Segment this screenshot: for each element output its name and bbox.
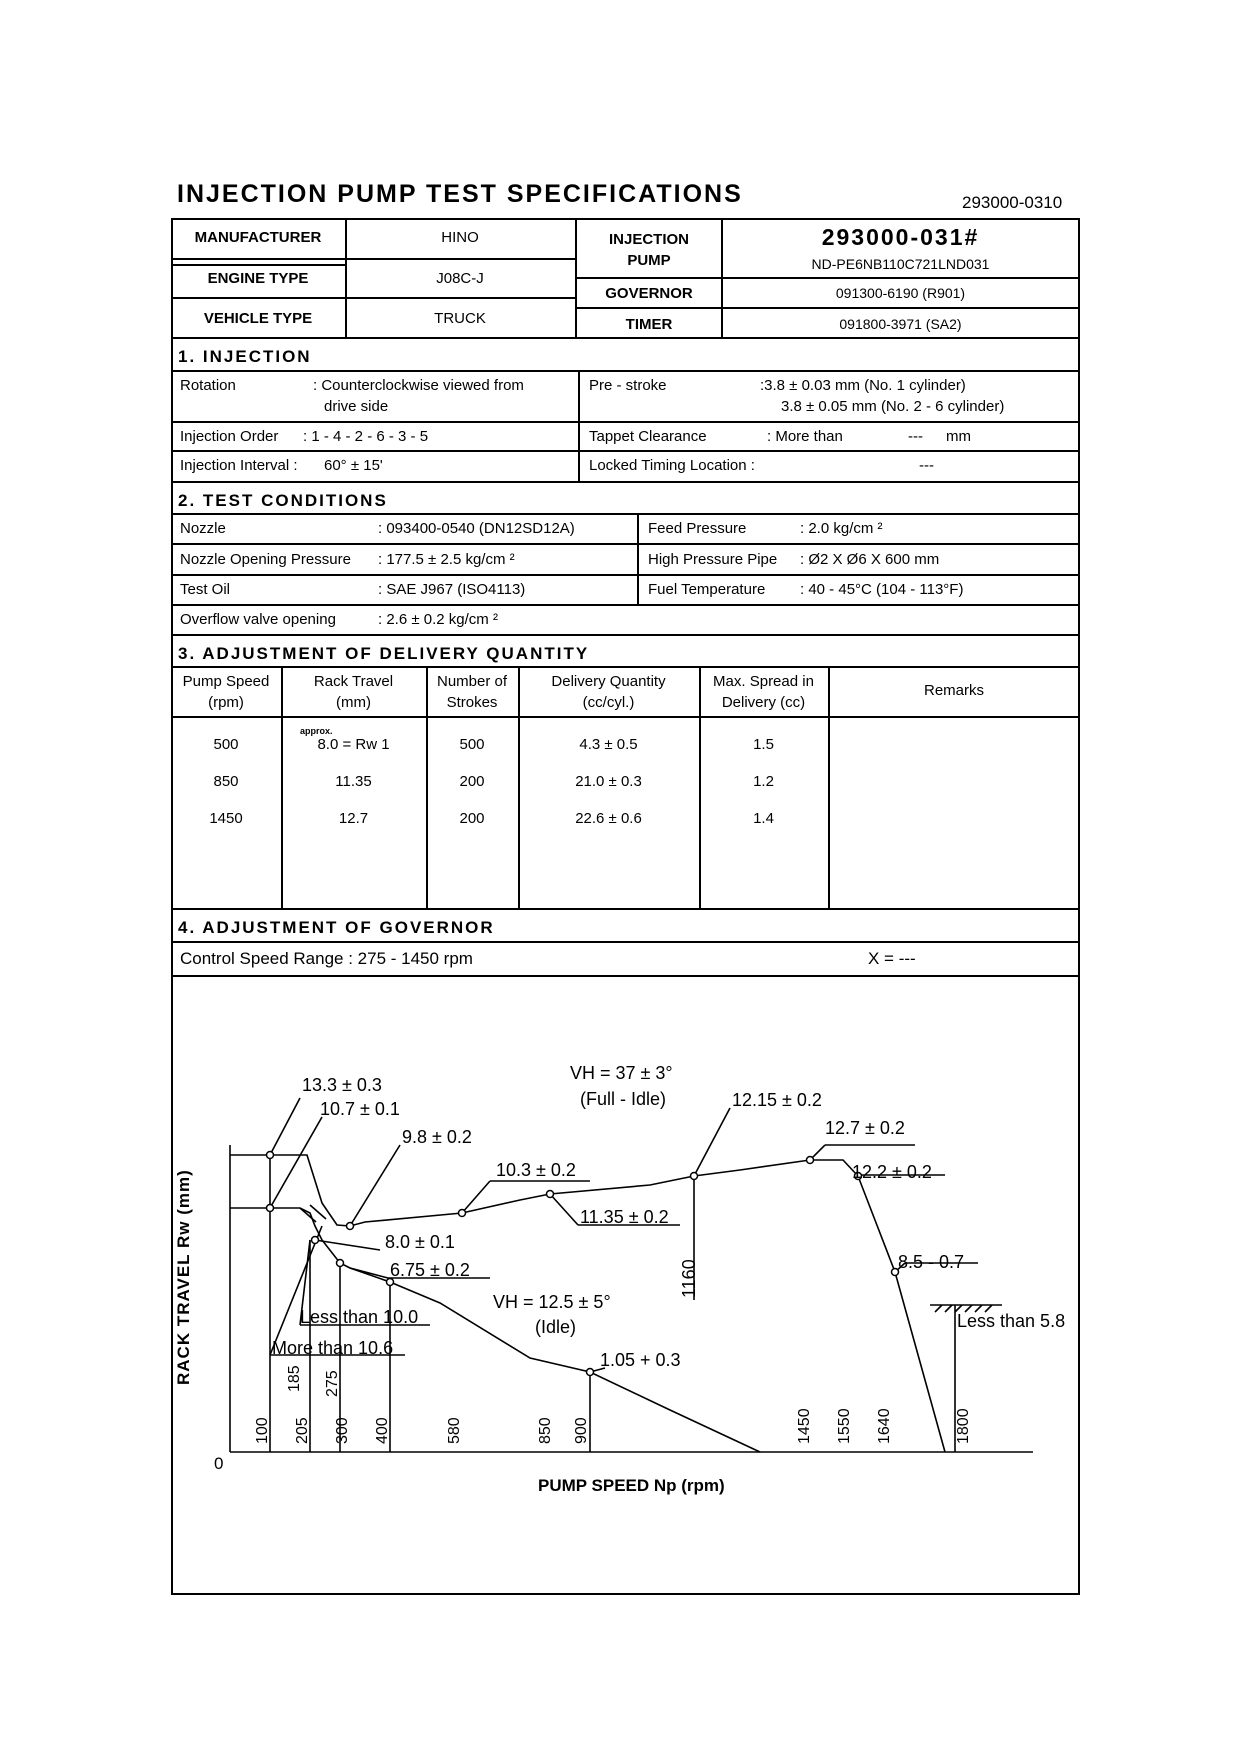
tick-label: 580 xyxy=(446,1417,463,1444)
rotation-value: : Counterclockwise viewed from xyxy=(313,377,524,394)
approx-note: approx. xyxy=(300,726,333,736)
engine-type-label: ENGINE TYPE xyxy=(207,270,309,287)
nozzle-label: Nozzle xyxy=(180,520,226,537)
annotation: VH = 12.5 ± 5° xyxy=(493,1292,611,1312)
table-cell: 4.3 ± 0.5 xyxy=(579,736,638,753)
governor-value: 091300-6190 (R901) xyxy=(835,285,966,301)
tick-label: 1450 xyxy=(796,1408,813,1444)
graph-y-label: RACK TRAVEL Rw (mm) xyxy=(174,1169,193,1385)
fuel-temperature-value: : 40 - 45°C (104 - 113°F) xyxy=(800,581,964,598)
col-delivery-unit: (cc/cyl.) xyxy=(582,694,635,711)
tick-label: 205 xyxy=(294,1417,311,1444)
annotation: 1160 xyxy=(679,1259,699,1298)
overflow-valve-label: Overflow valve opening xyxy=(180,611,336,628)
injection-order-label: Injection Order xyxy=(180,428,279,445)
col-pump-speed-unit: (rpm) xyxy=(208,694,244,711)
high-pressure-pipe-label: High Pressure Pipe xyxy=(648,551,778,568)
tappet-clearance-label: Tappet Clearance xyxy=(589,428,707,445)
annotation: 10.3 ± 0.2 xyxy=(496,1160,576,1180)
annotation: 13.3 ± 0.3 xyxy=(302,1075,382,1095)
tick-label: 900 xyxy=(573,1417,590,1444)
col-strokes-header: Number of xyxy=(436,673,508,690)
col-spread-unit: Delivery (cc) xyxy=(721,694,806,711)
test-oil-value: : SAE J967 (ISO4113) xyxy=(378,581,526,598)
engine-type-value: J08C-J xyxy=(436,270,484,287)
injection-interval-label: Injection Interval : xyxy=(180,457,298,474)
col-rack-travel-header: Rack Travel xyxy=(313,673,394,690)
tappet-clearance-number: --- xyxy=(908,428,923,445)
table-cell: 8.0 = Rw 1 xyxy=(317,736,390,753)
manufacturer-value: HINO xyxy=(441,229,479,246)
overflow-valve-value: : 2.6 ± 0.2 kg/cm ² xyxy=(378,611,498,628)
section-delivery-heading: 3. ADJUSTMENT OF DELIVERY QUANTITY xyxy=(178,644,590,663)
table-cell: 11.35 xyxy=(335,773,372,790)
prestroke-label: Pre - stroke xyxy=(589,377,667,394)
col-strokes-unit: Strokes xyxy=(446,694,498,711)
feed-pressure-value: : 2.0 kg/cm ² xyxy=(800,520,883,537)
annotation: (Full - Idle) xyxy=(580,1089,667,1109)
tick-label: 400 xyxy=(374,1417,391,1444)
timer-value: 091800-3971 (SA2) xyxy=(839,316,962,332)
rotation-label: Rotation xyxy=(180,377,236,394)
table-cell: 1.2 xyxy=(753,773,774,790)
section-test-conditions-heading: 2. TEST CONDITIONS xyxy=(178,491,388,510)
nozzle-opening-pressure-value: : 177.5 ± 2.5 kg/cm ² xyxy=(378,551,515,568)
tick-label: 275 xyxy=(324,1370,341,1397)
annotation: 12.7 ± 0.2 xyxy=(825,1118,905,1138)
vehicle-type-value: TRUCK xyxy=(434,310,486,327)
annotation: 12.2 ± 0.2 xyxy=(852,1162,932,1182)
table-cell: 1450 xyxy=(209,810,243,827)
graph-origin: 0 xyxy=(214,1454,224,1473)
section-governor-heading: 4. ADJUSTMENT OF GOVERNOR xyxy=(178,918,495,937)
col-delivery-header: Delivery Quantity xyxy=(551,673,666,690)
table-cell: 500 xyxy=(213,736,239,753)
document-number: 293000-0310 xyxy=(962,193,1063,212)
table-cell: 1.4 xyxy=(753,810,774,827)
table-cell: 12.7 xyxy=(338,810,369,827)
annotation: (Idle) xyxy=(535,1317,577,1337)
nozzle-opening-pressure-label: Nozzle Opening Pressure xyxy=(180,551,351,568)
locked-timing-value: --- xyxy=(919,457,934,474)
annotation: VH = 37 ± 3° xyxy=(570,1063,673,1083)
timer-label: TIMER xyxy=(625,316,673,333)
tick-label: 1550 xyxy=(836,1408,853,1444)
feed-pressure-label: Feed Pressure xyxy=(648,520,747,537)
annotation: 12.15 ± 0.2 xyxy=(732,1090,822,1110)
table-cell: 850 xyxy=(213,773,239,790)
locked-timing-label: Locked Timing Location : xyxy=(589,457,755,474)
tick-label: 185 xyxy=(286,1365,303,1392)
annotation: 1.05 + 0.3 xyxy=(600,1350,681,1370)
col-pump-speed-header: Pump Speed xyxy=(182,673,270,690)
annotation: 10.7 ± 0.1 xyxy=(320,1099,400,1119)
table-cell: 200 xyxy=(459,810,485,827)
section-injection-heading: 1. INJECTION xyxy=(178,347,312,366)
annotation: Less than 10.0 xyxy=(300,1307,419,1327)
annotation: 8.0 ± 0.1 xyxy=(385,1232,455,1252)
governor-label: GOVERNOR xyxy=(605,285,693,302)
col-remarks-header: Remarks xyxy=(923,682,984,699)
fuel-temperature-label: Fuel Temperature xyxy=(648,581,766,598)
annotation: 9.8 ± 0.2 xyxy=(402,1127,472,1147)
table-cell: 500 xyxy=(459,736,485,753)
nozzle-value: : 093400-0540 (DN12SD12A) xyxy=(378,520,575,537)
prestroke-value-2: 3.8 ± 0.05 mm (No. 2 - 6 cylinder) xyxy=(781,398,1005,415)
tick-label: 850 xyxy=(537,1417,554,1444)
table-cell: 22.6 ± 0.6 xyxy=(575,810,642,827)
annotation: Less than 5.8 xyxy=(957,1311,1066,1331)
injection-interval-value: 60° ± 15' xyxy=(324,457,383,474)
tick-label: 100 xyxy=(254,1417,271,1444)
annotation: 8.5 - 0.7 xyxy=(898,1252,965,1272)
control-speed-range: Control Speed Range : 275 - 1450 rpm xyxy=(180,949,473,968)
pump-number: 293000-031# xyxy=(821,224,980,250)
test-oil-label: Test Oil xyxy=(180,581,231,598)
pump-model: ND-PE6NB110C721LND031 xyxy=(811,256,990,272)
tick-label: 1640 xyxy=(876,1408,893,1444)
injection-pump-label-2: PUMP xyxy=(627,252,671,269)
high-pressure-pipe-value: : Ø2 X Ø6 X 600 mm xyxy=(800,551,940,568)
annotation: 6.75 ± 0.2 xyxy=(390,1260,470,1280)
injection-order-value: : 1 - 4 - 2 - 6 - 3 - 5 xyxy=(303,428,429,445)
x-value: X = --- xyxy=(868,949,916,968)
injection-pump-label: INJECTION xyxy=(608,231,689,248)
table-cell: 200 xyxy=(459,773,485,790)
tick-label: 1800 xyxy=(955,1408,972,1444)
prestroke-value: :3.8 ± 0.03 mm (No. 1 cylinder) xyxy=(760,377,966,394)
page-title: INJECTION PUMP TEST SPECIFICATIONS xyxy=(177,180,743,208)
annotation: More than 10.6 xyxy=(272,1338,394,1358)
table-cell: 1.5 xyxy=(753,736,774,753)
table-cell: 21.0 ± 0.3 xyxy=(575,773,642,790)
manufacturer-label: MANUFACTURER xyxy=(194,229,322,246)
annotation: 11.35 ± 0.2 xyxy=(580,1207,669,1227)
tappet-clearance-unit: mm xyxy=(946,428,971,445)
rotation-value-2: drive side xyxy=(324,398,389,415)
graph-x-label: PUMP SPEED Np (rpm) xyxy=(538,1476,725,1495)
col-spread-header: Max. Spread in xyxy=(713,673,814,690)
vehicle-type-label: VEHICLE TYPE xyxy=(203,310,313,327)
tick-label: 300 xyxy=(334,1417,351,1444)
tappet-clearance-value: : More than xyxy=(767,428,843,445)
col-rack-travel-unit: (mm) xyxy=(336,694,371,711)
